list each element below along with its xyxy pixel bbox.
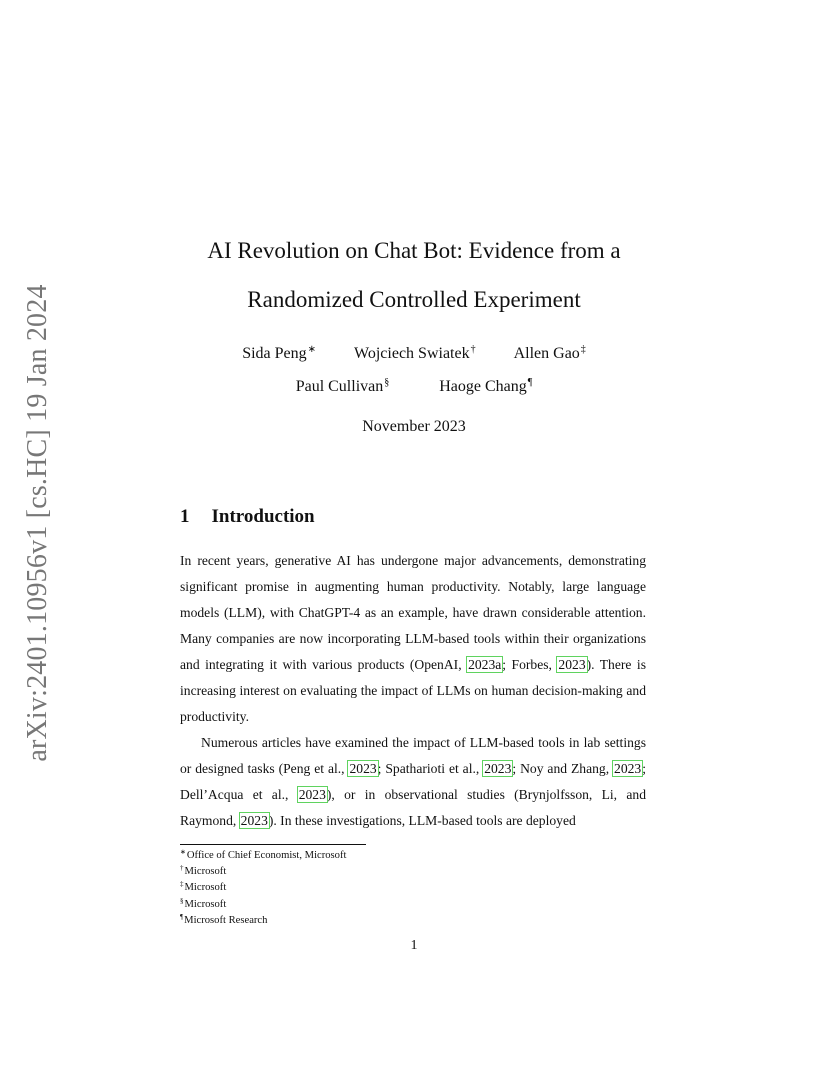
section-number: 1 — [180, 506, 190, 527]
paper-title-line-1: AI Revolution on Chat Bot: Evidence from a — [207, 238, 621, 263]
paragraph-text: ; Forbes, — [502, 657, 558, 672]
paragraph-text: ), or in observational studies (Brynjolfsson, Li, and Raymond, — [180, 787, 646, 828]
footnote-mark: † — [180, 864, 184, 873]
author-name: Allen Gao — [513, 345, 580, 362]
footnotes — [180, 846, 346, 927]
author-name: Paul Cullivan — [295, 378, 384, 395]
paragraph-text: ; Dell’Acqua et al., — [180, 761, 646, 802]
paragraph-text: ; Noy and Zhang, — [512, 761, 614, 776]
paragraph — [180, 730, 646, 834]
citation-link[interactable]: 2023 — [298, 787, 326, 802]
footnote-mark: ¶ — [180, 912, 184, 921]
author-name: Wojciech Swiatek — [354, 345, 470, 362]
footnote-text: Microsoft Research — [184, 914, 268, 926]
citation-link[interactable]: 2023 — [614, 761, 642, 776]
footnote-text: Microsoft — [184, 898, 227, 910]
footnote-mark: ‡ — [180, 880, 184, 889]
footnote-divider — [180, 844, 366, 845]
paragraph-text: Numerous articles have examined the impact of LLM-based tools in lab settings or designed tasks (Peng et al., — [180, 735, 646, 776]
arxiv-identifier-stamp: arXiv:2401.10956v1 [cs.HC] 19 Jan 2024 — [22, 284, 53, 762]
footnote — [180, 895, 346, 911]
author-row-2 — [0, 377, 828, 396]
paragraph-text: In recent years, generative AI has undergone major advancements, demonstrating significant promise in augmenting human productivity. Notably, large language models (LLM), with ChatGPT-4 as an example, have drawn considerable attention. Many companies are now incorporating LLM-based tools within their organizations and integrating it with various products (OpenAI, — [180, 553, 646, 672]
section-heading — [180, 506, 315, 528]
paragraph-text: ). In these investigations, LLM-based tools are deployed — [268, 813, 576, 828]
body-text — [180, 548, 646, 834]
footnote-mark: § — [180, 896, 184, 905]
footnote — [180, 878, 346, 894]
footnote-text: Office of Chief Economist, Microsoft — [186, 850, 347, 861]
author-name: Haoge Chang — [439, 378, 527, 395]
author-footnote-mark: † — [470, 344, 476, 355]
page-number: 1 — [410, 938, 418, 953]
footnote-text: Microsoft — [184, 882, 227, 894]
author-name: Sida Peng — [242, 345, 307, 362]
paper-title-line-2: Randomized Controlled Experiment — [247, 287, 581, 312]
author — [514, 344, 586, 363]
paragraph-text: ). There is increasing interest on evaluating the impact of LLMs on human decision-making and productivity. — [180, 657, 646, 724]
author-row-1 — [0, 344, 828, 363]
author — [439, 377, 532, 396]
footnote-mark: ∗ — [180, 848, 186, 856]
author-footnote-mark: ∗ — [307, 344, 317, 355]
paragraph-text: ; Spatharioti et al., — [377, 761, 484, 776]
footnote — [180, 911, 346, 927]
citation-link[interactable]: 2023 — [484, 761, 512, 776]
footnote-text: Microsoft — [184, 866, 227, 878]
author-footnote-mark: ‡ — [580, 344, 586, 355]
paragraph — [180, 548, 646, 730]
author — [354, 344, 476, 363]
citation-link[interactable]: 2023 — [349, 761, 377, 776]
footnote — [180, 862, 346, 878]
author — [296, 377, 390, 396]
author — [242, 344, 316, 363]
author-footnote-mark: ¶ — [527, 377, 533, 388]
author-footnote-mark: § — [384, 377, 390, 388]
section-title: Introduction — [211, 506, 315, 527]
publication-date: November 2023 — [362, 418, 466, 435]
citation-link[interactable]: 2023a — [468, 657, 502, 672]
citation-link[interactable]: 2023 — [240, 813, 268, 828]
citation-link[interactable]: 2023 — [558, 657, 586, 672]
footnote — [180, 846, 346, 862]
